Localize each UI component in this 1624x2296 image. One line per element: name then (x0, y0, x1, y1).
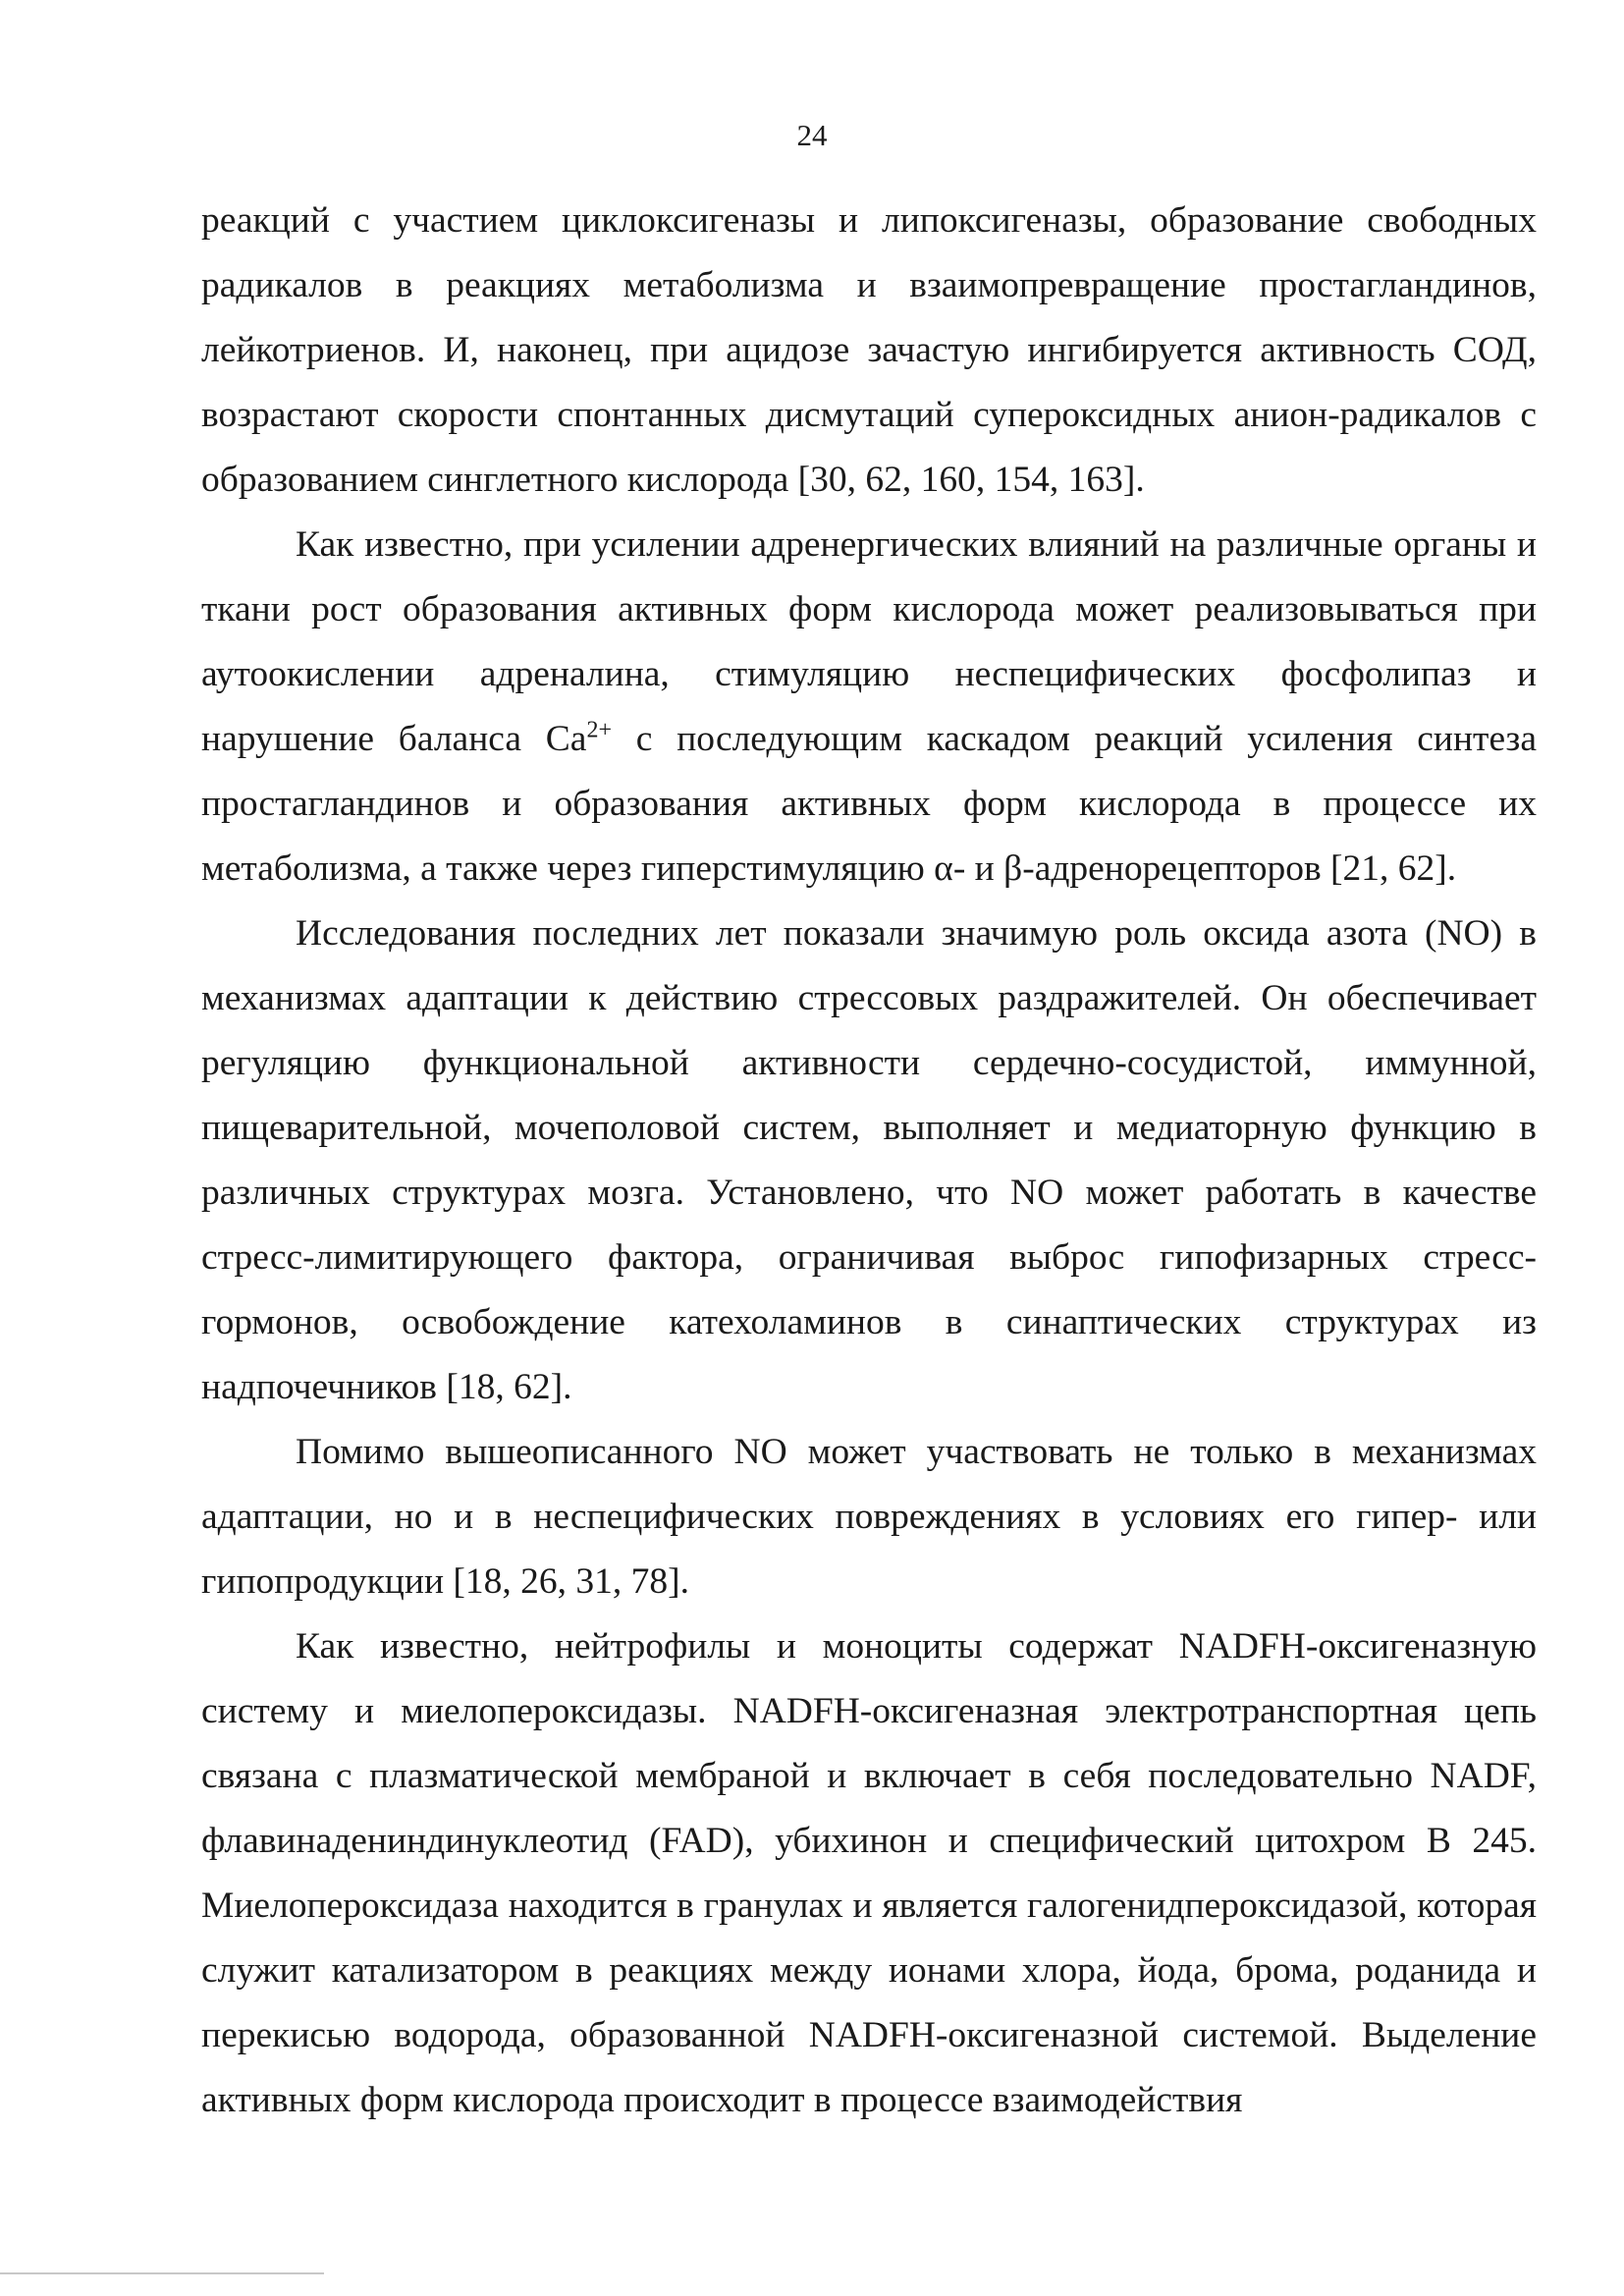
paragraph-3: Исследования последних лет показали значимую роль оксида азота (NO) в механизмах адаптации к действию стрессовых раздражителей. Он обеспечивает регуляцию функциональной активности сердечно-сосудистой, иммунной, пищеварительной, мочеполовой систем, выполняет и медиаторную функцию в различных структурах мозга. Установлено, что NO может работать в качестве стресс-лимитирующего фактора, ограничивая выброс гипофизарных стресс-гормонов, освобождение катехоламинов в синаптических структурах из надпочечников [18, 62]. (201, 913, 1537, 1407)
paragraph-2 (201, 513, 1537, 902)
paragraph-1: реакций с участием циклоксигеназы и липоксигеназы, образование свободных радикалов в реакциях метаболизма и взаимопревращение простагландинов, лейкотриенов. И, наконец, при ацидозе зачастую ингибируется активность СОД, возрастают скорости спонтанных дисмутаций супероксидных анион-радикалов с образованием синглетного кислорода [30, 62, 160, 154, 163]. (201, 200, 1537, 500)
body-text (201, 189, 1537, 2133)
paragraph-2-text-before: Как известно, при усилении адренергических влияний на различные органы и ткани рост образования активных форм кислорода может реализовываться при аутоокислении адреналина, стимуляцию неспецифических фосфолипаз и нарушение баланса Ca (201, 524, 1537, 759)
paragraph-4: Помимо вышеописанного NO может участвовать не только в механизмах адаптации, но и в неспецифических повреждениях в условиях его гипер- или гипопродукции [18, 26, 31, 78]. (201, 1432, 1537, 1602)
page-number: 24 (796, 118, 828, 152)
calcium-charge-superscript: 2+ (586, 717, 612, 743)
scan-edge-line (0, 2272, 324, 2274)
paragraph-2-text-after: с последующим каскадом реакций усиления синтеза простагландинов и образования активных форм кислорода в процессе их метаболизма, а также через гиперстимуляцию α- и β-адренорецепторов [21, 62]. (201, 719, 1537, 889)
paragraph-5: Как известно, нейтрофилы и моноциты содержат NADFH-оксигеназную систему и миелопероксидазы. NADFH-оксигеназная электротранспортная цепь связана с плазматической мембраной и включает в себя последовательно NADF, флавинадениндинуклеотид (FAD), убихинон и специфический цитохром B 245. Миелопероксидаза находится в гранулах и является галогенидпероксидазой, которая служит катализатором в реакциях между ионами хлора, йода, брома, роданида и перекисью водорода, образованной NADFH-оксигеназной системой. Выделение активных форм кислорода происходит в процессе взаимодействия (201, 1626, 1537, 2120)
